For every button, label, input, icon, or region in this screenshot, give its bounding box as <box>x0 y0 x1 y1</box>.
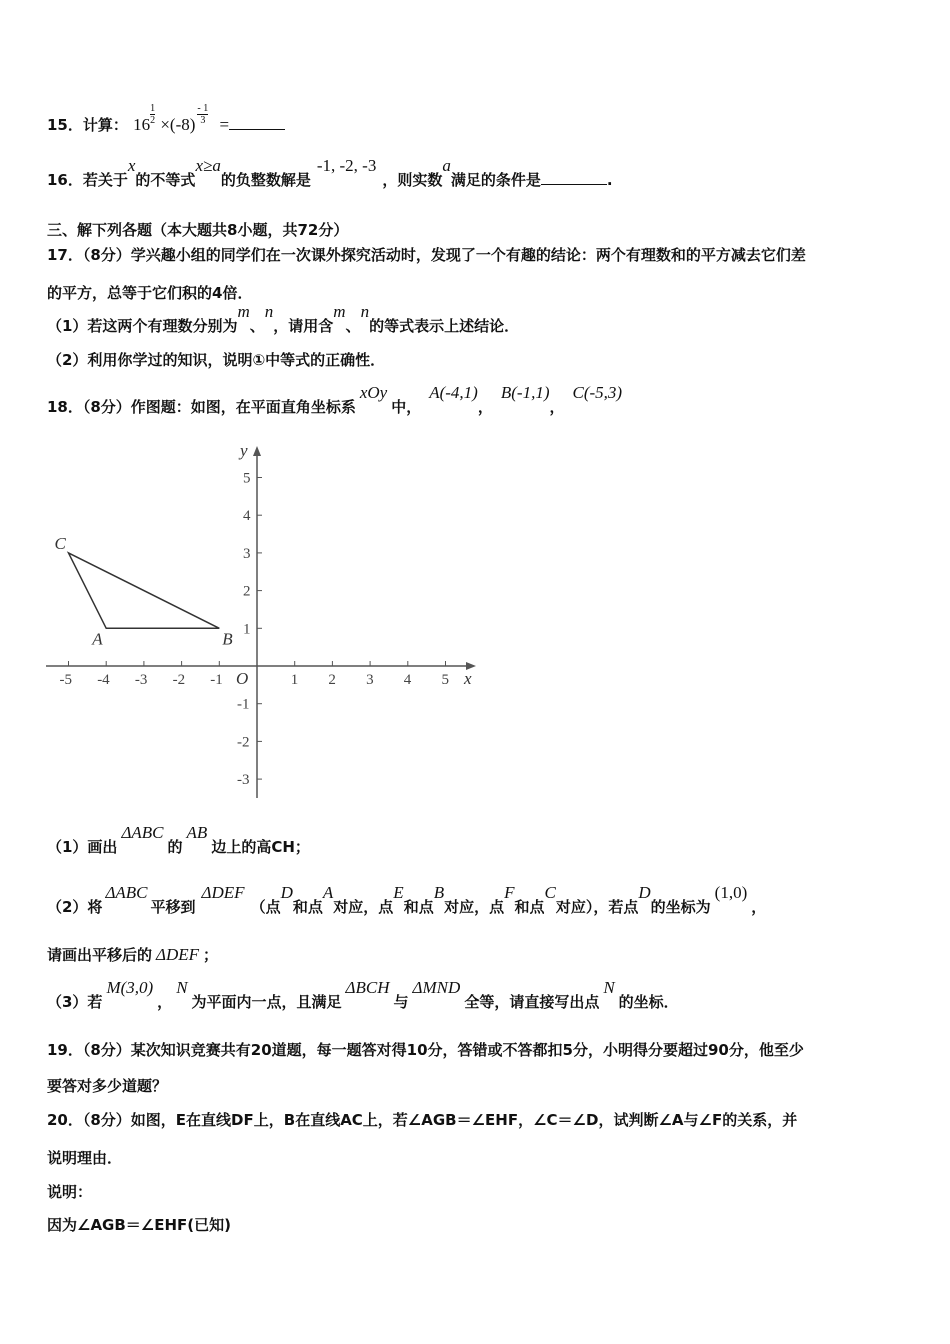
y-tick-label: 4 <box>243 508 251 525</box>
point-b-label: B <box>222 629 233 649</box>
y-axis-arrow <box>253 446 261 456</box>
x-axis-label: x <box>464 669 472 688</box>
q15-prefix: 15．计算： <box>47 116 128 134</box>
x-tick-label: 4 <box>403 672 412 688</box>
q17-line2: 的平方，总等于它们积的4倍． <box>47 284 253 302</box>
q16-var-x: x <box>127 156 136 175</box>
y-tick-label: -1 <box>237 696 250 713</box>
q16-mid3: ，则实数 <box>382 171 443 189</box>
q19-line2: 要答对多少道题？ <box>47 1077 168 1095</box>
q15-eq: = <box>219 115 230 134</box>
origin-label: O <box>236 669 249 688</box>
x-tick-label: 5 <box>441 672 449 688</box>
q16-suffix: 满足的条件是 <box>450 171 541 189</box>
q16-end: . <box>606 171 613 189</box>
q17-part1: （1）若这两个有理数分别为m、n，请用含m、n的等式表示上述结论． <box>47 302 520 335</box>
q17-part2: （2）利用你学过的知识，说明①中等式的正确性． <box>47 351 386 369</box>
q18-part2: （2）将ΔABC平移到ΔDEF（点D和点A对应，点E和点B对应，点F和点C对应），若点D的坐标为(1,0)， <box>47 883 767 916</box>
x-tick-label: 1 <box>290 672 299 688</box>
q15-exp2: $\frac{- 1}{3}$ <box>197 103 209 126</box>
y-tick-label: -3 <box>237 772 250 789</box>
x-tick-label: -2 <box>172 672 186 688</box>
q16-var-a: a <box>442 156 451 175</box>
q18-part3: （3）若M(3,0)，N为平面内一点，且满足ΔBCH与ΔMND全等，请直接写出点N的坐标． <box>47 978 679 1011</box>
y-tick-label: 2 <box>243 583 251 600</box>
q15-base: 16 <box>133 115 151 134</box>
q20-line4: 因为∠AGB＝∠EHF(已知) <box>47 1216 232 1234</box>
x-tick-label: 2 <box>328 672 336 688</box>
q18-part2-line2: 请画出平移后的 ΔDEF ； <box>47 945 219 964</box>
x-tick-label: -1 <box>210 672 223 688</box>
q20-line2: 说明理由． <box>47 1149 123 1167</box>
triangle-abc <box>69 553 220 628</box>
x-tick-label: -5 <box>59 672 72 688</box>
q19-line1: 19．（8分）某次知识竞赛共有20道题，每一题答对得10分，答错或不答都扣5分，小明得分要超过90分，他至少 <box>47 1041 804 1059</box>
question-16 <box>47 156 613 190</box>
x-tick-label: -4 <box>97 672 110 688</box>
q20-line3: 说明： <box>47 1183 93 1201</box>
y-tick-label: -2 <box>237 734 250 751</box>
coordinate-graph <box>40 440 480 800</box>
q18-intro: 18．（8分）作图题：如图，在平面直角坐标系xOy中，A(-4,1)，B(-1,1)，C(-5,3) <box>47 383 623 416</box>
q16-mid1: 的不等式 <box>135 171 196 189</box>
y-tick-label: 5 <box>243 470 251 487</box>
q16-answer-blank[interactable] <box>541 170 607 185</box>
q17-line1: 17．（8分）学兴趣小组的同学们在一次课外探究活动时，发现了一个有趣的结论：两个有理数和的平方减去它们差 <box>47 246 806 264</box>
section-heading: 三、解下列各题（本大题共8小题，共72分） <box>47 221 349 239</box>
q15-exp1: $\frac{1}{2}$ <box>150 103 156 126</box>
q16-inequality: x≥a <box>195 156 221 175</box>
y-tick-label: 3 <box>243 545 251 562</box>
y-tick-label: 1 <box>243 621 251 638</box>
x-tick-label: -3 <box>134 672 148 688</box>
q16-solutions: -1, -2, -3 <box>316 156 377 175</box>
q15-answer-blank[interactable] <box>229 115 285 130</box>
q18-part1: （1）画出ΔABC的AB边上的高CH； <box>47 823 310 856</box>
y-axis-label: y <box>240 441 248 460</box>
q16-mid2: 的负整数解是 <box>220 171 311 189</box>
question-15 <box>47 103 285 138</box>
q20-line1: 20．（8分）如图，E在直线DF上，B在直线AC上，若∠AGB＝∠EHF，∠C＝∠D，试判断∠A与∠F的关系，并 <box>47 1111 798 1129</box>
x-tick-label: 3 <box>366 672 374 688</box>
q15-times: ×(-8) <box>160 115 196 134</box>
point-c-label: C <box>54 533 66 553</box>
q16-prefix: 16．若关于 <box>47 171 128 189</box>
point-a-label: A <box>92 629 103 649</box>
